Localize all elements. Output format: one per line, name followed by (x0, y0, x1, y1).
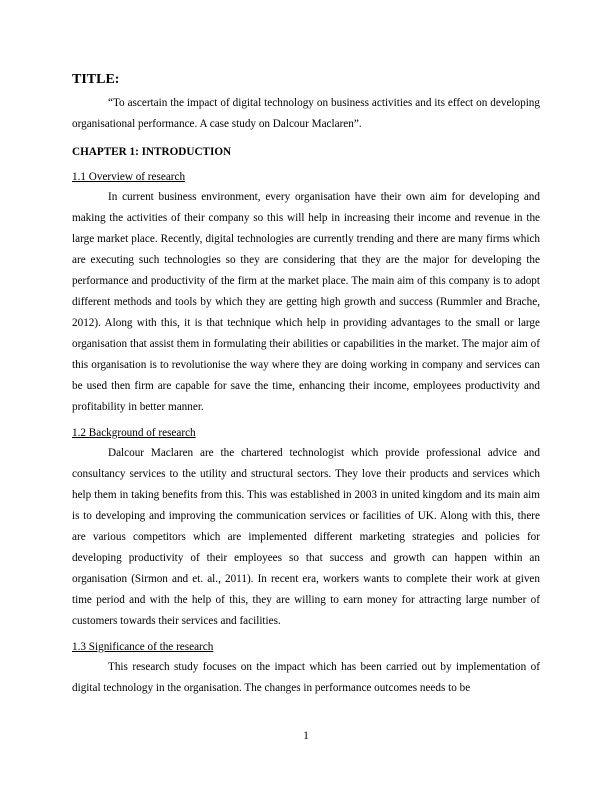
document-title-label: TITLE: (72, 72, 120, 87)
research-title-paragraph: “To ascertain the impact of digital technology on business activities and its effect on developing organisational performance. A case study on Dalcour Maclaren”. (72, 97, 540, 130)
page-number: 1 (303, 730, 309, 742)
section-heading-significance: 1.3 Significance of the research (72, 641, 214, 653)
section-body-background: Dalcour Maclaren are the chartered technologist which provide professional advice and consultancy services to the utility and structural sectors. They love their products and services which help them in taking benefits from this. This was established in 2003 in united kingdom and its main aim is to developing and improving the communication services or facilities of UK. Along with this, there are various competitors which are implemented different marketing strategies and policies for developing productivity of their employees so that success and growth can happen within an organisation (Sirmon and et. al., 2011). In recent era, workers wants to complete their work at given time period and with the help of this, they are willing to earn money for attracting large number of customers towards their services and facilities. (72, 447, 540, 627)
section-heading-overview: 1.1 Overview of research (72, 171, 186, 183)
section-body-overview: In current business environment, every organisation have their own aim for developing and making the activities of their company so this will help in increasing their income and revenue in the large market place. Recently, digital technologies are currently trending and there are many firms which are executing such technologies so they are considering that they are the major for developing the performance and productivity of the firm at the market place. The main aim of this company is to adopt different methods and tools by which they are getting high growth and success (Rummler and Brache, 2012). Along with this, it is that technique which help in providing advantages to the small or large organisation that assist them in formulating their abilities or capabilities in the market. The major aim of this organisation is to revolutionise the way where they are doing working in company and services can be used then firm are capable for save the time, enhancing their income, employees productivity and profitability in better manner. (72, 191, 540, 413)
section-heading-background: 1.2 Background of research (72, 427, 196, 439)
section-body-significance: This research study focuses on the impact which has been carried out by implementation of digital technology in the organisation. The changes in performance outcomes needs to be (72, 661, 540, 694)
chapter-heading: CHAPTER 1: INTRODUCTION (72, 146, 232, 158)
page-content (72, 71, 540, 699)
